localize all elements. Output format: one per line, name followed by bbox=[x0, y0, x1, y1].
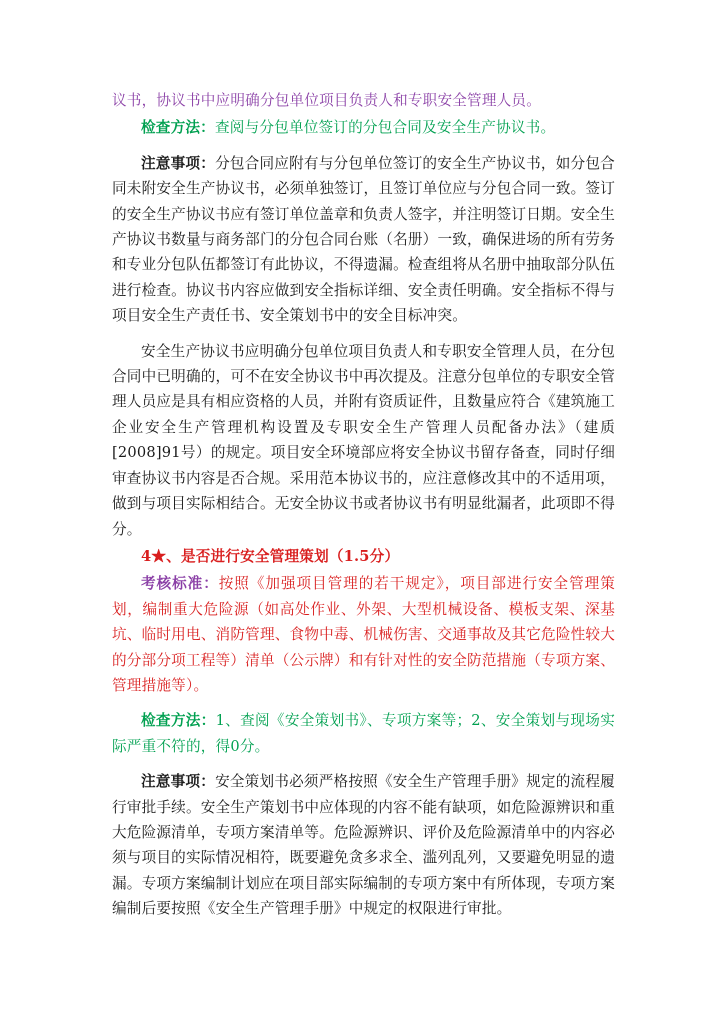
section-heading: 4★、是否进行安全管理策划（1.5分） bbox=[141, 547, 400, 565]
check-method-label: 检查方法： bbox=[141, 119, 215, 137]
assessment-label: 考核标准： bbox=[141, 575, 219, 593]
notes-label: 注意事项： bbox=[141, 773, 216, 791]
paragraph-check-method-2 bbox=[112, 708, 615, 759]
assessment-text: 按照《加强项目管理的若干规定》，项目部进行安全管理策划，编制重大危险源（如高处作业、外架、大型机械设备、模板支架、深基坑、临时用电、消防管理、食物中毒、机械伤害、交通事故及其它危险性较大的分部分项工程等）清单（公示牌）和有针对性的安全防范措施（专项方案、管理措施等）。 bbox=[112, 575, 615, 694]
notes-text: 安全策划书必须严格按照《安全生产管理手册》规定的流程履行审批手续。安全生产策划书中应体现的内容不能有缺项，如危险源辨识和重大危险源清单，专项方案清单等。危险源辨识、评价及危险源清单中的内容必须与项目的实际情况相符，既要避免贪多求全、滥列乱列，又要避免明显的遗漏。专项方案编制计划应在项目部实际编制的专项方案中有所体现，专项方案编制后要按照《安全生产管理手册》中规定的权限进行审批。 bbox=[112, 773, 615, 918]
paragraph-assessment-standard bbox=[112, 571, 615, 698]
check-method-text: 1、查阅《安全策划书》、专项方案等；2、安全策划与现场实际严重不符的，得0分。 bbox=[112, 712, 615, 755]
paragraph-agreement-requirements: 安全生产协议书应明确分包单位项目负责人和专职安全管理人员，在分包合同中已明确的，可不在安全协议书中再次提及。注意分包单位的专职安全管理人员应是具有相应资格的人员，并附有资质证件，且数量应符合《建筑施工企业安全生产管理机构设置及专职安全生产管理人员配备办法》（建质[2008]91号）的规定。项目安全环境部应将安全协议书留存备查，同时仔细审查协议书内容是否合规。采用范本协议书的，应注意修改其中的不适用项，做到与项目实际相结合。无安全协议书或者协议书有明显纰漏者，此项即不得分。 bbox=[112, 342, 615, 538]
notes-label: 注意事项： bbox=[141, 154, 216, 172]
check-method-text: 查阅与分包单位签订的分包合同及安全生产协议书。 bbox=[214, 119, 556, 137]
check-method-label: 检查方法： bbox=[141, 712, 216, 730]
paragraph-notes-2 bbox=[112, 769, 615, 921]
notes-text: 分包合同应附有与分包单位签订的安全生产协议书，如分包合同未附安全生产协议书，必须单独签订，且签订单位应与分包合同一致。签订的安全生产协议书应有签订单位盖章和负责人签字，并注明签订日期。安全生产协议书数量与商务部门的分包合同台账（名册）一致，确保进场的所有劳务和专业分包队伍都签订有此协议，不得遗漏。检查组将从名册中抽取部分队伍进行检查。协议书内容应做到安全指标详细、安全责任明确。安全指标不得与项目安全生产责任书、安全策划书中的安全目标冲突。 bbox=[112, 154, 615, 325]
paragraph-continuation: 议书，协议书中应明确分包单位项目负责人和专职安全管理人员。 bbox=[112, 92, 542, 109]
paragraph-notes-1 bbox=[112, 151, 615, 329]
document-body bbox=[112, 88, 615, 922]
paragraph-check-method-1 bbox=[112, 115, 615, 140]
